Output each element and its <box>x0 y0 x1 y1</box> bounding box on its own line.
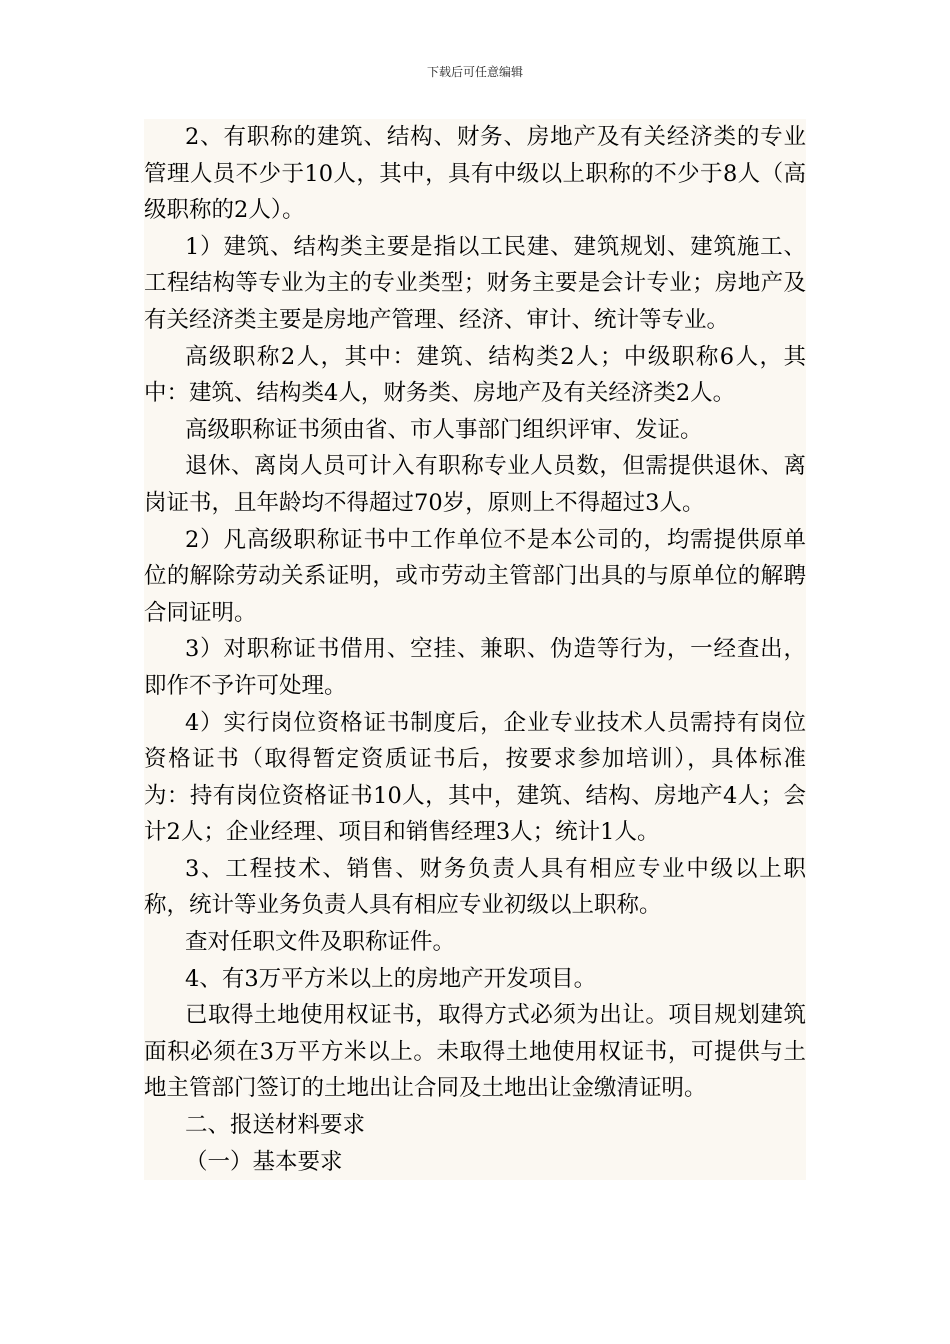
paragraph-category-definition: 1）建筑、结构类主要是指以工民建、建筑规划、建筑施工、工程结构等专业为主的专业类型；财务主要是会计专业；房地产及有关经济类主要是房地产管理、经济、审计、统计等专业。 <box>144 233 806 333</box>
paragraph-retired-staff: 退休、离岗人员可计入有职称专业人员数，但需提供退休、离岗证书，且年龄均不得超过70岁，原则上不得超过3人。 <box>144 453 806 516</box>
paragraph-land-use-rights: 已取得土地使用权证书，取得方式必须为出让。项目规划建筑面积必须在3万平方米以上。未取得土地使用权证书，可提供与土地主管部门签订的土地出让合同及土地出让金缴清证明。 <box>144 1002 806 1102</box>
paragraph-staff-requirement: 2、有职称的建筑、结构、财务、房地产及有关经济类的专业管理人员不少于10人，其中，具有中级以上职称的不少于8人（高级职称的2人）。 <box>144 124 806 224</box>
paragraph-employment-proof: 2）凡高级职称证书中工作单位不是本公司的，均需提供原单位的解除劳动关系证明，或市劳动主管部门出具的与原单位的解聘合同证明。 <box>144 526 806 626</box>
paragraph-project-area: 4、有3万平方米以上的房地产开发项目。 <box>185 965 597 992</box>
paragraph-fraud-handling: 3）对职称证书借用、空挂、兼职、伪造等行为，一经查出，即作不予许可处理。 <box>144 636 806 699</box>
paragraph-manager-titles: 3、工程技术、销售、财务负责人具有相应专业中级以上职称，统计等业务负责人具有相应专业初级以上职称。 <box>144 855 806 919</box>
document-body <box>144 119 806 1180</box>
subsection-heading-basic: （一）基本要求 <box>185 1148 343 1175</box>
paragraph-certificate-issuer: 高级职称证书须由省、市人事部门组织评审、发证。 <box>185 416 703 443</box>
section-heading-materials: 二、报送材料要求 <box>185 1112 366 1139</box>
page-header: 下载后可任意编辑 <box>426 65 523 79</box>
paragraph-post-qualification: 4）实行岗位资格证书制度后，企业专业技术人员需持有岗位资格证书（取得暂定资质证书后，按要求参加培训），具体标准为：持有岗位资格证书10人，其中，建筑、结构、房地产4人；会计2人；企业经理、项目和销售经理3人；统计1人。 <box>144 709 806 846</box>
paragraph-verify-documents: 查对任职文件及职称证件。 <box>185 929 456 956</box>
paragraph-title-distribution: 高级职称2人，其中：建筑、结构类2人；中级职称6人，其中：建筑、结构类4人，财务类、房地产及有关经济类2人。 <box>144 343 806 407</box>
